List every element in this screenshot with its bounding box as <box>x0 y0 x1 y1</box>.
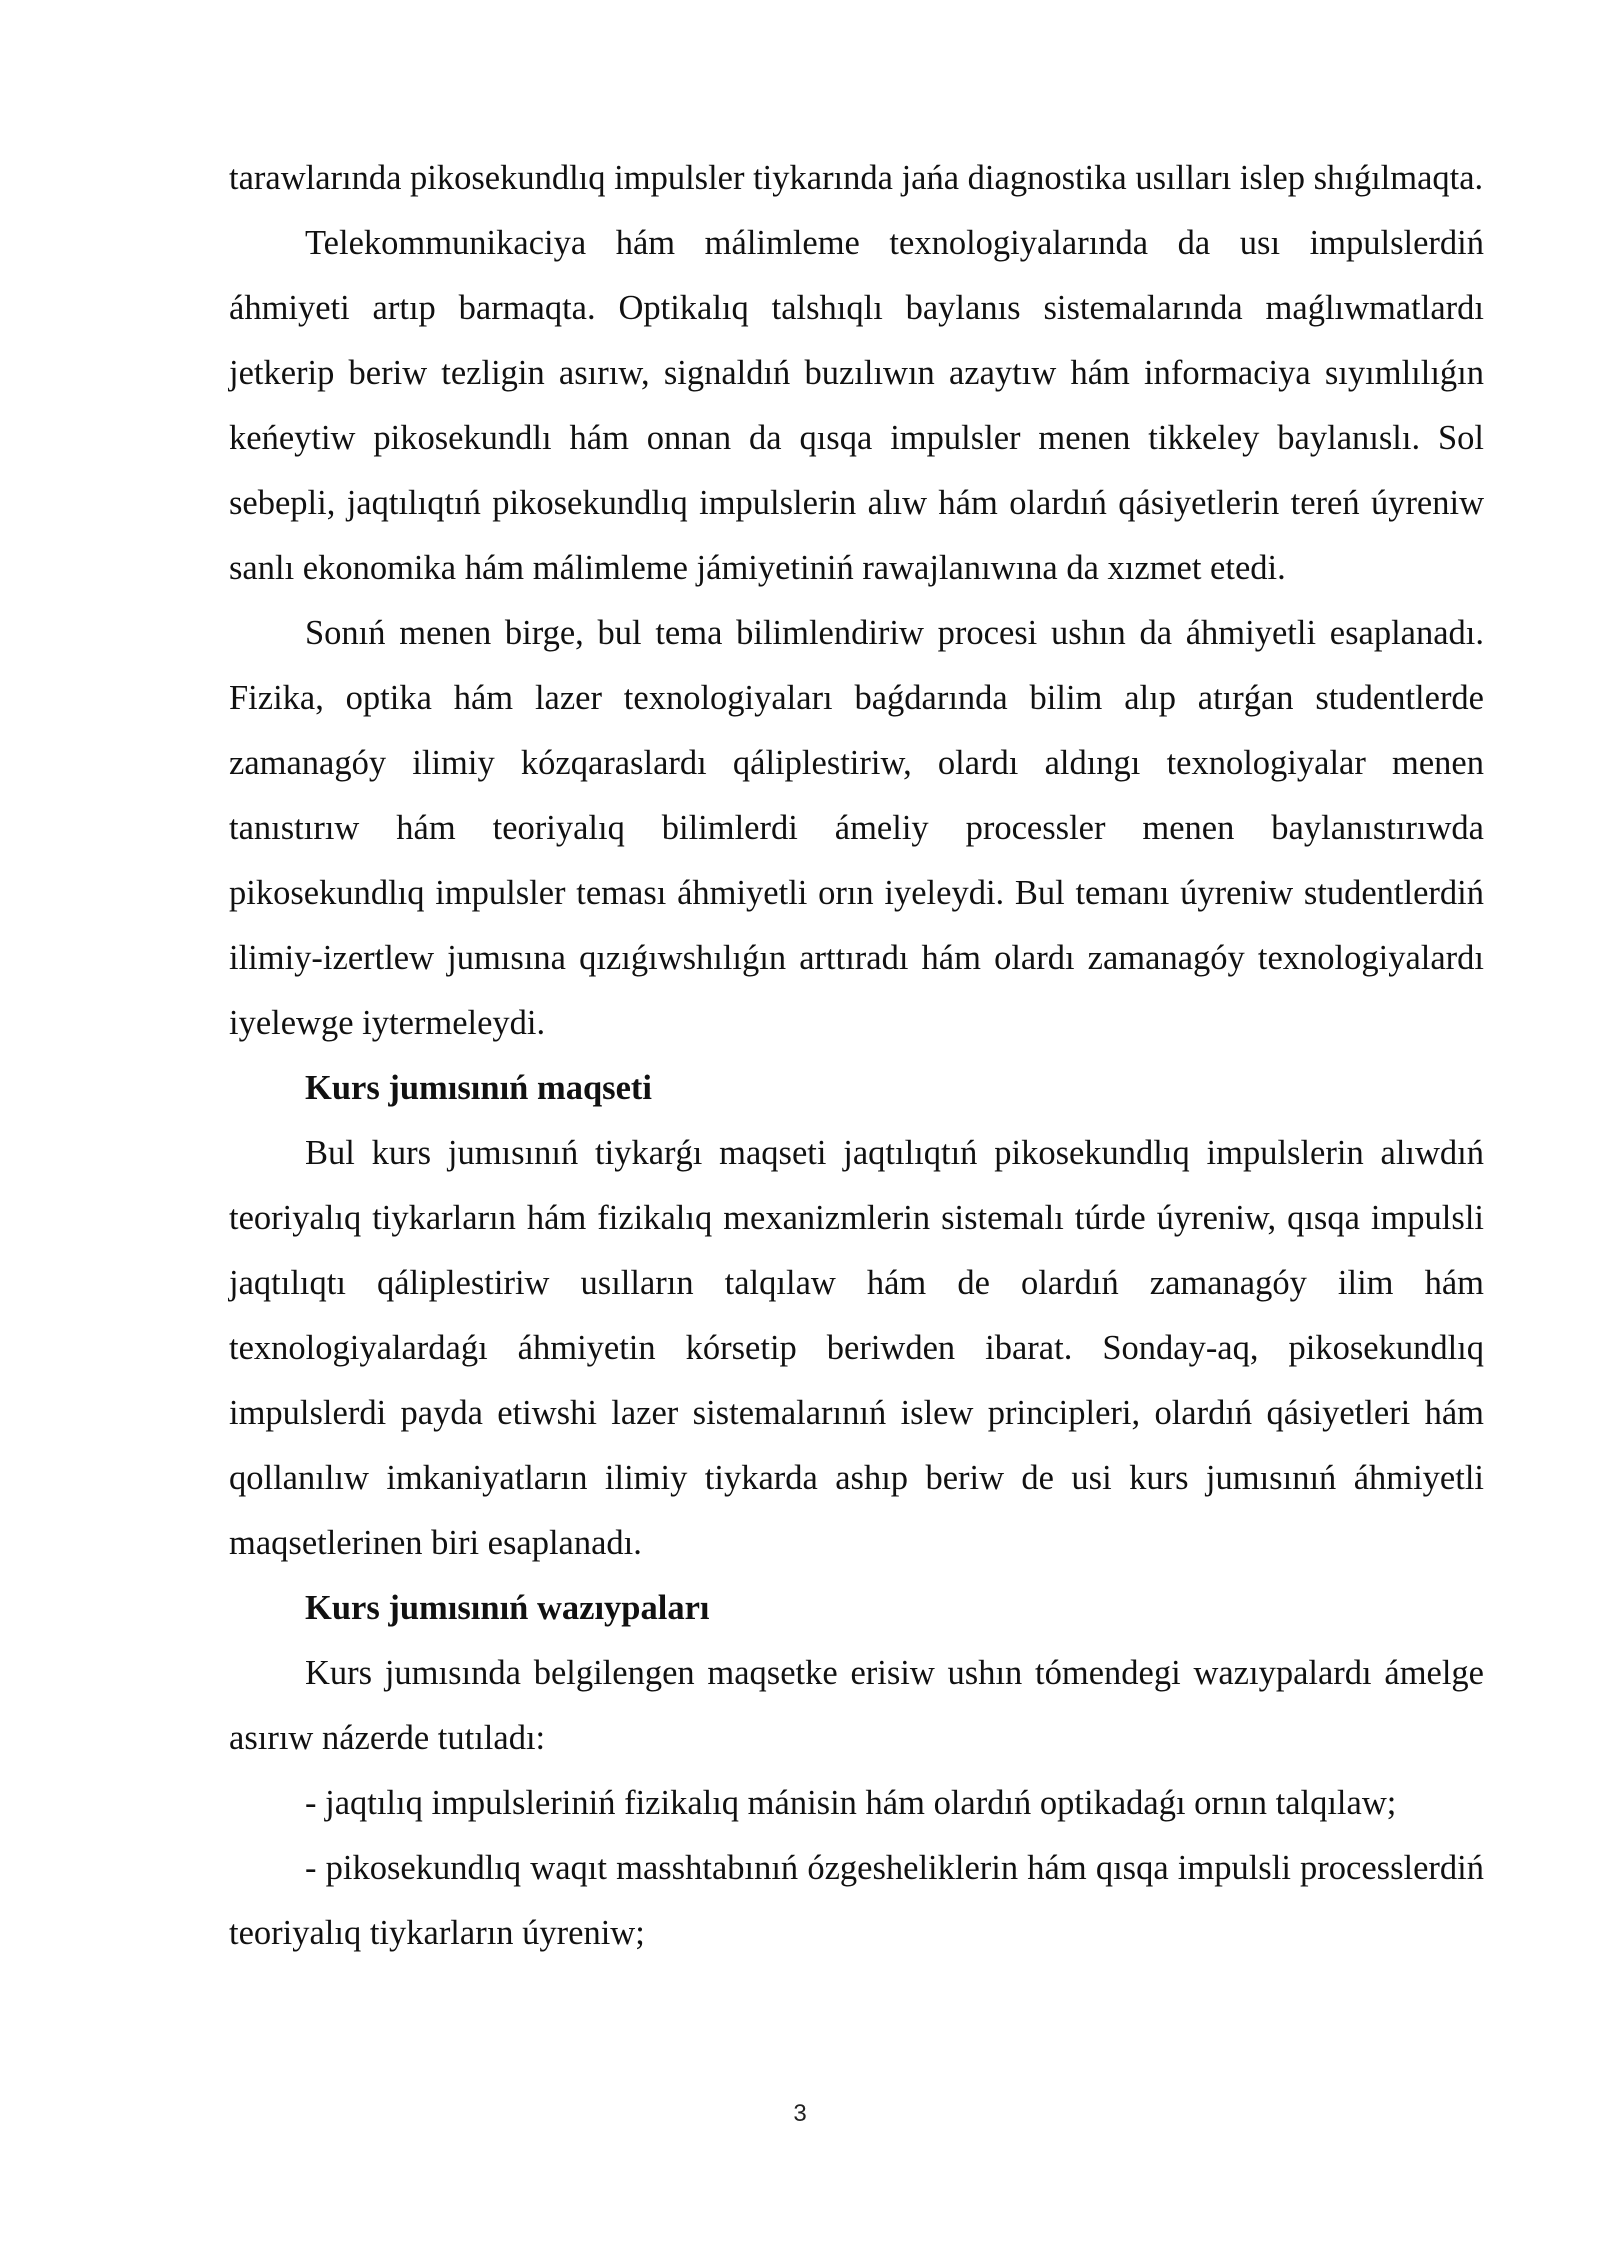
paragraph-continuation: tarawlarında pikosekundlıq impulsler tiykarında jańa diagnostika usılları islep shıǵılmaqta. <box>229 159 1484 197</box>
paragraph-telecommunication: Telekommunikaciya hám málimleme texnologiyalarında da usı impulslerdiń áhmiyeti artıp barmaqta. Optikalıq talshıqlı baylanıs sistemalarında maǵlıwmatlardı jetkerip beriw tezligin asırıw, signaldıń buzılıwın azaytıw hám informaciya sıyımlılıǵın keńeytiw pikosekundlı hám onnan da qısqa impulsler menen tikkeley baylanıslı. Sol sebepli, jaqtılıqtıń pikosekundlıq impulslerin alıw hám olardıń qásiyetlerin tereń úyreniw sanlı ekonomika hám málimleme jámiyetiniń rawajlanıwına da xızmet etedi. <box>229 224 1484 587</box>
heading-course-goal: Kurs jumısınıń maqseti <box>305 1069 652 1107</box>
page-number: 3 <box>793 2100 807 2127</box>
document-page <box>229 146 1484 1966</box>
paragraph-course-goal: Bul kurs jumısınıń tiykarǵı maqseti jaqtılıqtıń pikosekundlıq impulslerin alıwdıń teoriyalıq tiykarların hám fizikalıq mexanizmlerin sistemalı túrde úyreniw, qısqa impulsli jaqtılıqtı qáliplestiriw usılların talqılaw hám de olardıń zamanagóy ilim hám texnologiyalardaǵı áhmiyetin kórsetip beriwden ibarat. Sonday-aq, pikosekundlıq impulslerdi payda etiwshi lazer sistemalarınıń islew principleri, olardıń qásiyetleri hám qollanılıw imkaniyatların ilimiy tiykarda ashıp beriw de usi kurs jumısınıń áhmiyetli maqsetlerinen biri esaplanadı. <box>229 1134 1484 1562</box>
paragraph-education: Sonıń menen birge, bul tema bilimlendiriw procesi ushın da áhmiyetli esaplanadı. Fizika, optika hám lazer texnologiyaları baǵdarında bilim alıp atırǵan studentlerde zamanagóy ilimiy kózqaraslardı qáliplestiriw, olardı aldıngı texnologiyalar menen tanıstırıw hám teoriyalıq bilimlerdi ámeliy processler menen baylanıstırıwda pikosekundlıq impulsler teması áhmiyetli orın iyeleydi. Bul temanı úyreniw studentlerdiń ilimiy-izertlew jumısına qızıǵıwshılıǵın arttıradı hám olardı zamanagóy texnologiyalardı iyelewge iytermeleydi. <box>229 614 1484 1042</box>
paragraph-tasks-intro: Kurs jumısında belgilengen maqsetke erisiw ushın tómendegi wazıypalardı ámelge asırıw názerde tutıladı: <box>229 1654 1484 1757</box>
heading-course-tasks: Kurs jumısınıń wazıypaları <box>305 1589 710 1627</box>
list-item-task-2: - pikosekundlıq waqıt masshtabınıń ózgesheliklerin hám qısqa impulsli processlerdiń teoriyalıq tiykarların úyreniw; <box>229 1849 1484 1952</box>
list-item-task-1: - jaqtılıq impulsleriniń fizikalıq mánisin hám olardıń optikadaǵı ornın talqılaw; <box>305 1784 1397 1822</box>
